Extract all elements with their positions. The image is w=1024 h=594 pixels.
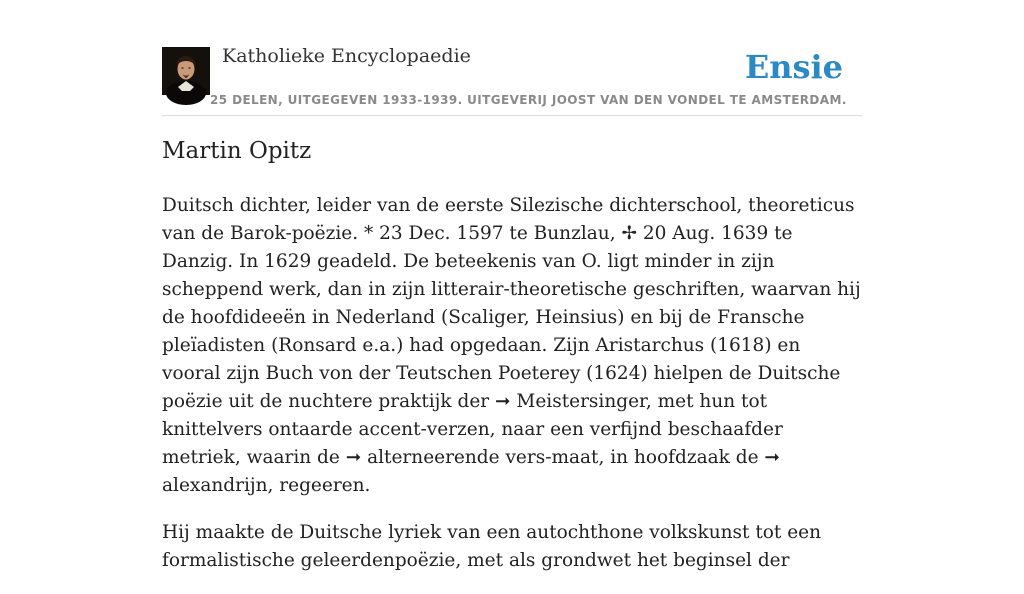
- ensie-logo[interactable]: Ensie: [744, 48, 843, 86]
- site-title[interactable]: Katholieke Encyclopaedie: [222, 45, 471, 67]
- article-title: Martin Opitz: [162, 138, 312, 164]
- site-subtitle: 25 DELEN, UITGEGEVEN 1933-1939. UITGEVERIJ JOOST VAN DEN VONDEL TE AMSTERDAM.: [210, 93, 847, 107]
- site-header: [162, 0, 862, 116]
- article-body: [162, 192, 862, 594]
- article-paragraph: Duitsch dichter, leider van de eerste Silezische dichterschool, theoreticus van de Barok-poëzie. * 23 Dec. 1597 te Bunzlau, ✢ 20 Aug. 1639 te Danzig. In 1629 geadeld. De beteekenis van O. ligt minder in zijn scheppend werk, dan in zijn litterair-theoretische geschriften, waarvan hij de hoofdideeën in Nederland (Scaliger, Heinsius) en bij de Fransche pleïadisten (Ronsard e.a.) had opgedaan. Zijn Aristarchus (1618) en vooral zijn Buch von der Teutschen Poeterey (1624) hielpen de Duitsche poëzie uit de nuchtere praktijk der ➞ Meistersinger, met hun tot knittelvers ontaarde accent-verzen, naar een verfijnd beschaafder metriek, waarin de ➞ alterneerende vers-maat, in hoofdzaak de ➞ alexandrijn, regeeren.: [162, 195, 861, 496]
- portrait-avatar-icon[interactable]: [162, 47, 210, 95]
- article-paragraph: Hij maakte de Duitsche lyriek van een autochthone volkskunst tot een formalistische geleerdenpoëzie, met als grondwet het beginsel der: [162, 522, 822, 571]
- page: [162, 0, 862, 571]
